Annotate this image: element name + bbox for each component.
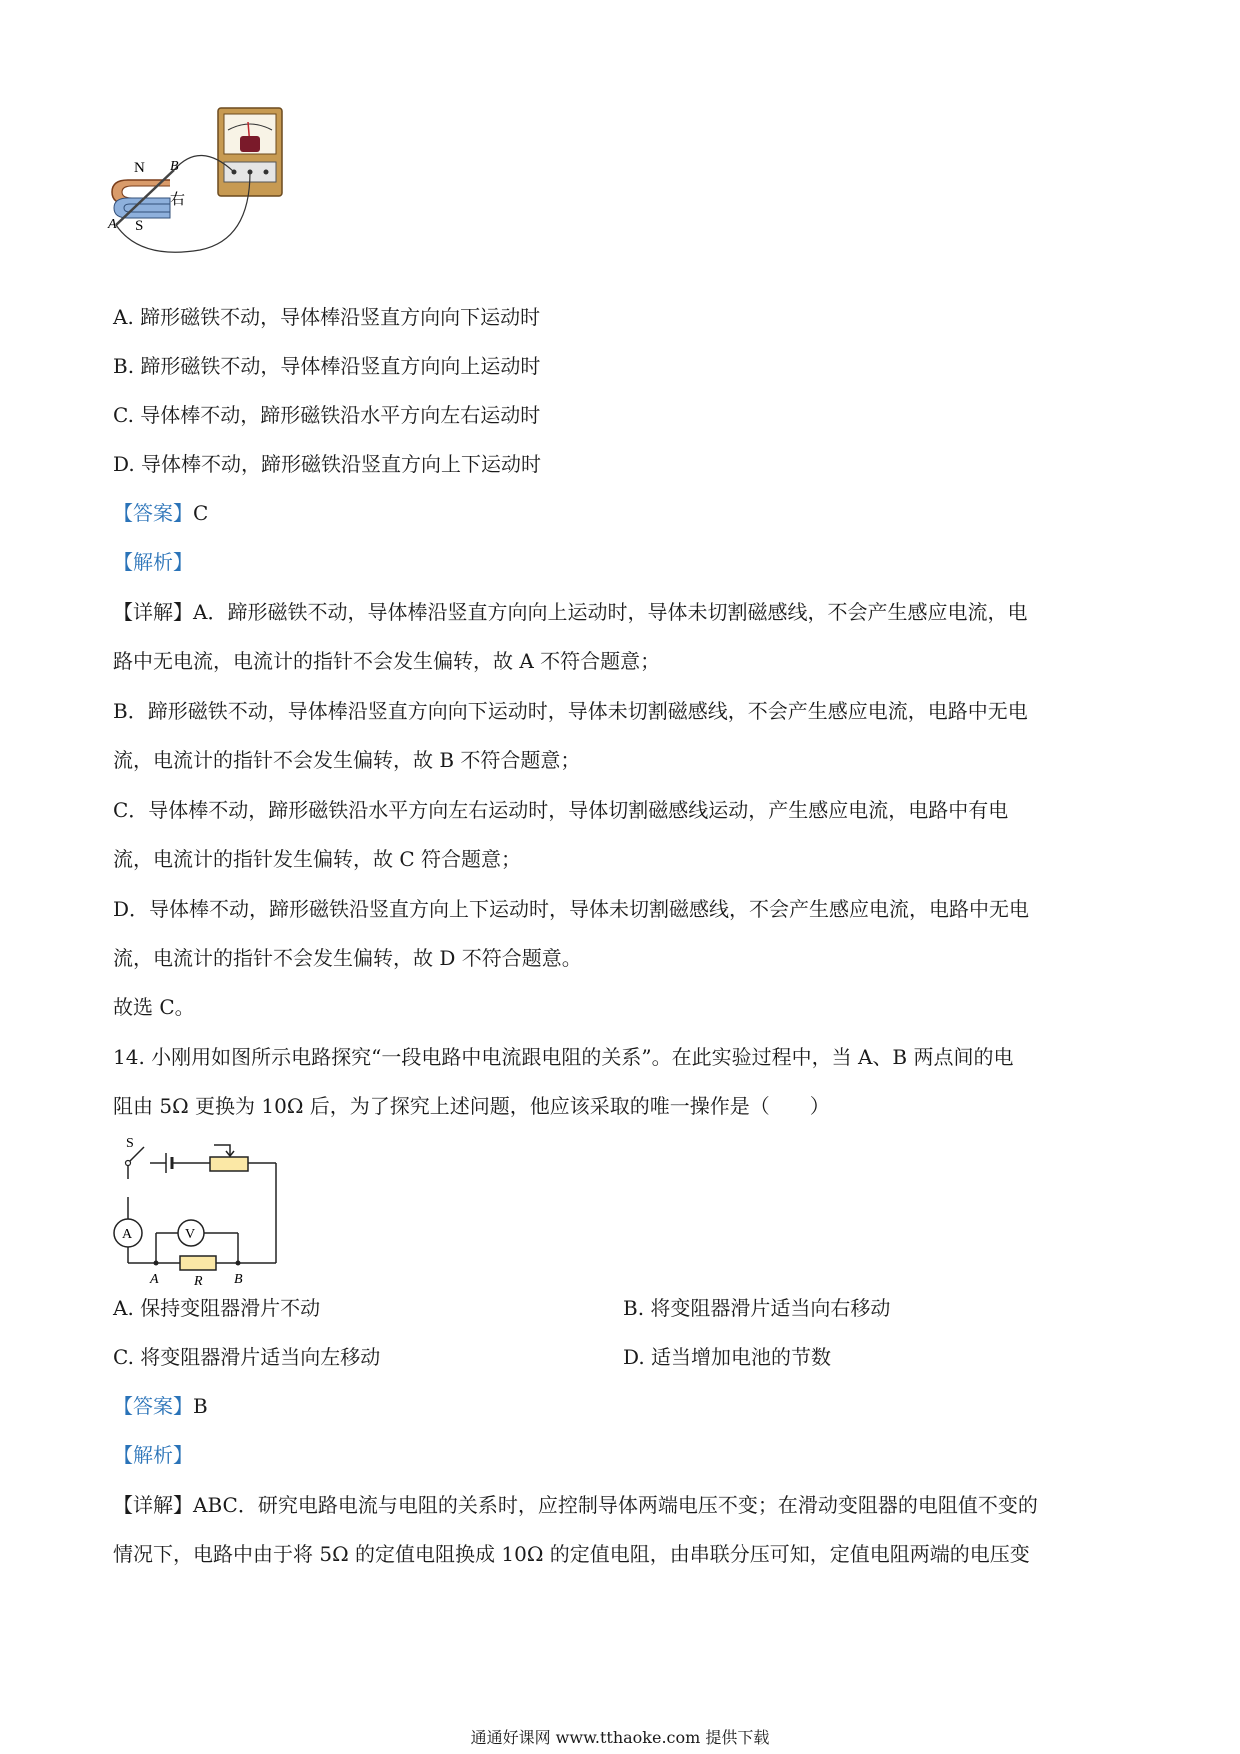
q14-option-a: A. 保持变阻器滑片不动 xyxy=(113,1296,321,1320)
q13-option-a: A. 蹄形磁铁不动，导体棒沿竖直方向向下运动时 xyxy=(113,305,541,329)
q13-conclusion: 故选 C。 xyxy=(113,995,195,1019)
q14-detail-line: 【详解】ABC．研究电路电流与电阻的关系时，应控制导体两端电压不变；在滑动变阻器的电阻值不变的 xyxy=(113,1493,1038,1517)
rod-end-b-label: B xyxy=(170,159,179,174)
rod-end-a-label: A xyxy=(108,217,117,232)
q14-analysis-tag: 【解析】 xyxy=(113,1443,193,1467)
q13-option-d: D. 导体棒不动，蹄形磁铁沿竖直方向上下运动时 xyxy=(113,452,542,476)
q13-detail-line: 流，电流计的指针不会发生偏转，故 B 不符合题意； xyxy=(113,748,581,772)
answer-value: B xyxy=(193,1394,208,1418)
answer-tag: 【答案】 xyxy=(113,1394,193,1418)
point-b-label: B xyxy=(234,1272,243,1287)
magnet-n-label: N xyxy=(134,160,145,176)
q14-answer xyxy=(113,1392,208,1420)
q13-option-c: C. 导体棒不动，蹄形磁铁沿水平方向左右运动时 xyxy=(113,403,541,427)
q13-analysis-tag: 【解析】 xyxy=(113,550,193,574)
q13-detail-line: C．导体棒不动，蹄形磁铁沿水平方向左右运动时，导体切割磁感线运动，产生感应电流，电路中有电 xyxy=(113,798,1009,822)
q14-option-d: D. 适当增加电池的节数 xyxy=(623,1345,832,1369)
ammeter-label: A xyxy=(122,1227,133,1242)
resistor-r-label: R xyxy=(194,1274,203,1289)
q13-detail-line: 路中无电流，电流计的指针不会发生偏转，故 A 不符合题意； xyxy=(113,649,661,673)
circuit-diagram xyxy=(110,1133,290,1289)
right-direction-label: 右 xyxy=(170,190,186,208)
q14-option-b: B. 将变阻器滑片适当向右移动 xyxy=(623,1296,891,1320)
q13-detail-line: 流，电流计的指针不会发生偏转，故 D 不符合题意。 xyxy=(113,946,582,970)
q13-option-b: B. 蹄形磁铁不动，导体棒沿竖直方向向上运动时 xyxy=(113,354,541,378)
q13-detail-line: 流，电流计的指针发生偏转，故 C 符合题意； xyxy=(113,847,522,871)
q13-answer xyxy=(113,499,208,527)
induction-experiment-figure xyxy=(110,100,290,275)
q13-detail-line: D．导体棒不动，蹄形磁铁沿竖直方向上下运动时，导体未切割磁感线，不会产生感应电流，电路中无电 xyxy=(113,897,1030,921)
q14-option-c: C. 将变阻器滑片适当向左移动 xyxy=(113,1345,381,1369)
magnet-s-label: S xyxy=(135,218,144,234)
q13-detail-line: 【详解】A．蹄形磁铁不动，导体棒沿竖直方向向上运动时，导体未切割磁感线，不会产生感应电流，电 xyxy=(113,600,1028,624)
answer-tag: 【答案】 xyxy=(113,501,193,525)
page-footer: 通通好课网 www.tthaoke.com 提供下载 xyxy=(470,1728,770,1747)
q14-detail-line: 情况下，电路中由于将 5Ω 的定值电阻换成 10Ω 的定值电阻，由串联分压可知，定值电阻两端的电压变 xyxy=(113,1542,1030,1566)
voltmeter-label: V xyxy=(185,1227,196,1242)
point-a-label: A xyxy=(150,1272,159,1287)
q13-detail-line: B．蹄形磁铁不动，导体棒沿竖直方向向下运动时，导体未切割磁感线，不会产生感应电流，电路中无电 xyxy=(113,699,1028,723)
q14-stem-line: 阻由 5Ω 更换为 10Ω 后，为了探究上述问题，他应该采取的唯一操作是（ ） xyxy=(113,1094,830,1118)
answer-value: C xyxy=(193,501,209,525)
q14-stem-line: 14. 小刚用如图所示电路探究“一段电路中电流跟电阻的关系”。在此实验过程中，当 A、B 两点间的电 xyxy=(113,1045,1014,1069)
switch-s-label: S xyxy=(126,1136,134,1151)
